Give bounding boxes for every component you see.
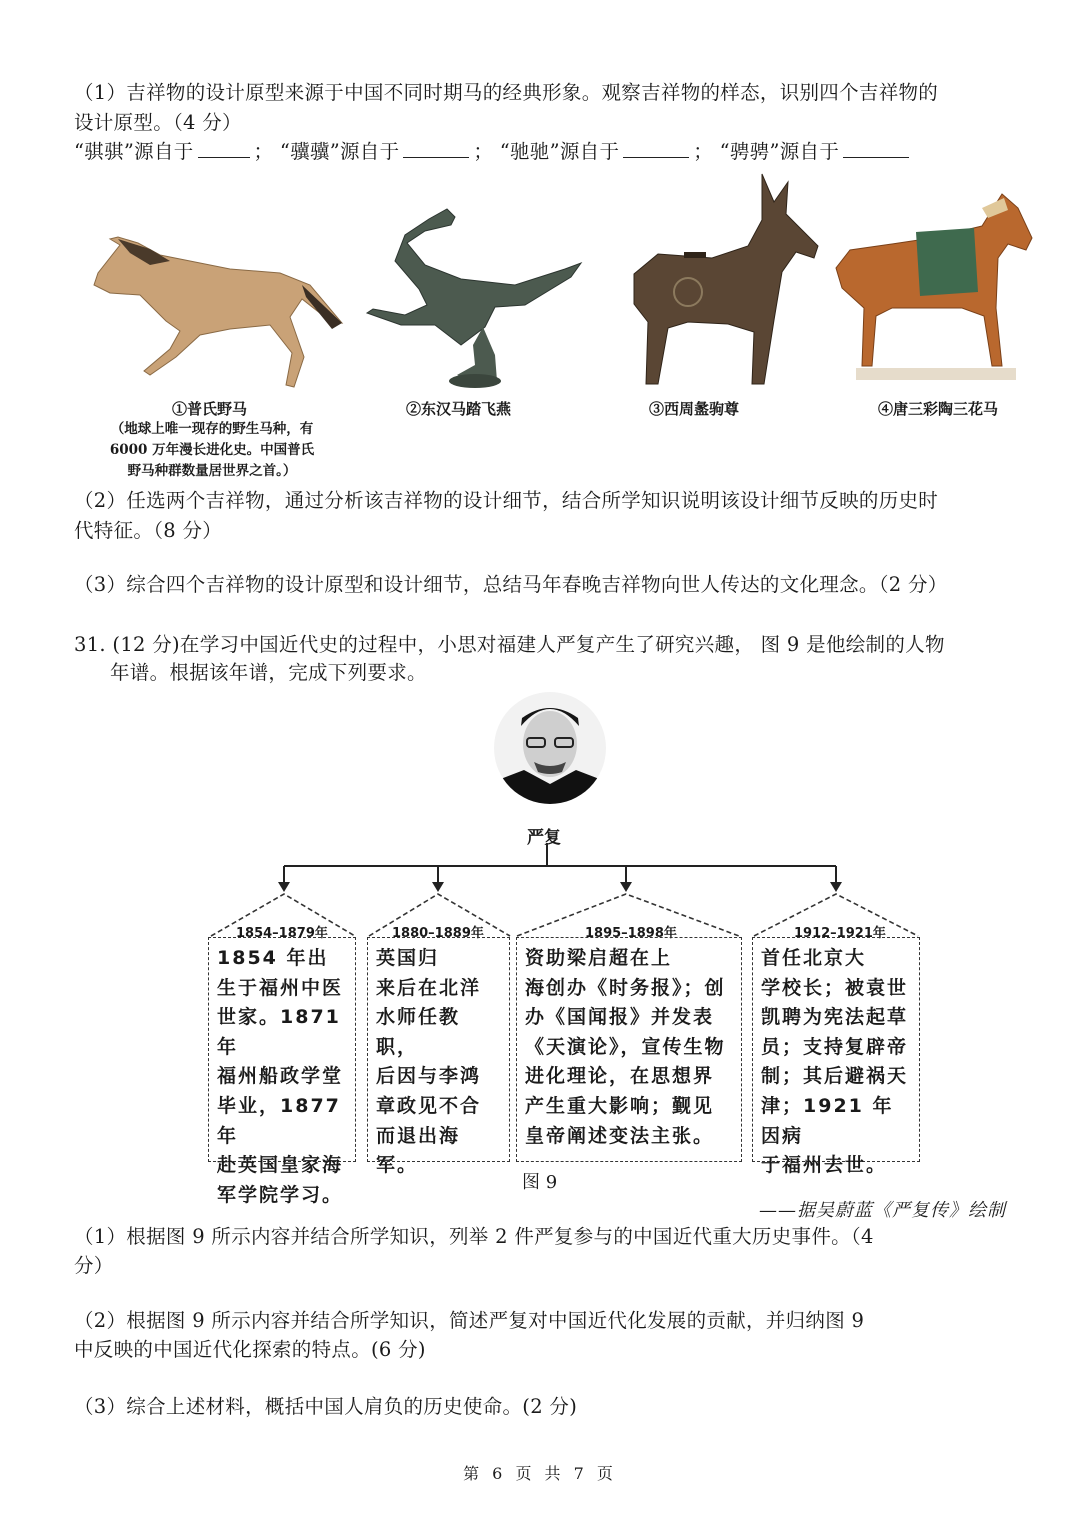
- sub-question-1-line1: （1）根据图 9 所示内容并结合所学知识，列举 2 件严复参与的中国近代重大历史事件。（4: [74, 1225, 874, 1248]
- przewalski-note: （地球上唯一现存的野生马种，有 6000 万年漫长进化史。中国普氏 野马种群数量居世界之首。）: [109, 421, 315, 479]
- sub-question-2-line1: （2）根据图 9 所示内容并结合所学知识，简述严复对中国近代化发展的贡献，并归纳图 9: [74, 1309, 865, 1332]
- sub-question-3: （3）综合上述材料，概括中国人肩负的历史使命。(2 分): [74, 1395, 578, 1418]
- fill-item-chengcheng: “骋骋”源自于: [719, 140, 840, 163]
- sub-question-1-line2: 分）: [74, 1254, 114, 1277]
- figure-label: 图 9: [522, 1172, 558, 1193]
- fill-item-chichi: “驰驰”源自于: [499, 140, 620, 163]
- fill-in-line: “骐骐”源自于 ； “骥骥”源自于 ； “驰驰”源自于 ； “骋骋”源自于: [74, 137, 913, 167]
- period-text: 1854 年出 生于福州中医 世家。1871 年 福州船政学堂 毕业，1877 年 赴英国皇家海 军学院学习。: [217, 947, 344, 1206]
- sub-question-2-line2: 中反映的中国近代化探索的特点。(6 分): [74, 1338, 426, 1361]
- caption-tang-sancai-horse: ④唐三彩陶三花马: [878, 400, 999, 418]
- question-1-line1: （1）吉祥物的设计原型来源于中国不同时期马的经典形象。观察吉祥物的样态，识别四个吉祥物的: [74, 81, 939, 104]
- period-date-4: 1912–1921年: [794, 926, 886, 941]
- question-3: （3）综合四个吉祥物的设计原型和设计细节，总结马年春晚吉祥物向世人传达的文化理念。（2 分）: [74, 573, 948, 596]
- question-2-line2: 代特征。（8 分）: [74, 519, 223, 542]
- question-1-line2: 设计原型。（4 分）: [74, 111, 242, 134]
- period-text: 英国归 来后在北洋 水师任教职， 后因与李鸿 章政见不合 而退出海军。: [376, 947, 482, 1177]
- timeline-box-1: [208, 937, 356, 1206]
- timeline-box-2: [367, 937, 510, 1177]
- period-date-2: 1880–1889年: [392, 926, 484, 941]
- period-text: 首任北京大 学校长；被袁世 凯聘为宪法起草 员；支持复辟帝 制；其后避祸天 津；1921 年因病 于福州去世。: [761, 947, 909, 1177]
- question-2-line1: （2）任选两个吉祥物，通过分析该吉祥物的设计细节，结合所学知识说明该设计细节反映的历史时: [74, 489, 939, 512]
- period-date-3: 1895–1898年: [585, 926, 677, 941]
- figure-source: ——据吴蔚蓝《严复传》绘制: [759, 1200, 1006, 1221]
- timeline-box-3: [516, 937, 742, 1162]
- page-footer: 第 6 页 共 7 页: [463, 1464, 617, 1483]
- period-date-1: 1854–1879年: [236, 926, 328, 941]
- caption-li-ju-zun: ③西周盠驹尊: [649, 400, 740, 418]
- timeline-box-4: [752, 937, 920, 1177]
- fill-item-qiqi: “骐骐”源自于: [74, 140, 194, 163]
- caption-galloping-horse: ②东汉马踏飞燕: [406, 400, 512, 418]
- question-31-line2: 年谱。根据该年谱，完成下列要求。: [110, 661, 427, 684]
- fill-item-jiji: “骥骥”源自于: [279, 140, 400, 163]
- person-name: 严复: [527, 828, 561, 848]
- question-31-line1: 31. (12 分)在学习中国近代史的过程中，小思对福建人严复产生了研究兴趣， 图 9 是他绘制的人物: [74, 633, 945, 656]
- period-text: 资助梁启超在上 海创办《时务报》；创 办《国闻报》并发表 《天演论》，宣传生物 进化理论，在思想界 产生重大影响；觐见 皇帝阐述变法主张。: [525, 947, 726, 1147]
- caption-przewalski-horse: ①普氏野马: [172, 400, 248, 418]
